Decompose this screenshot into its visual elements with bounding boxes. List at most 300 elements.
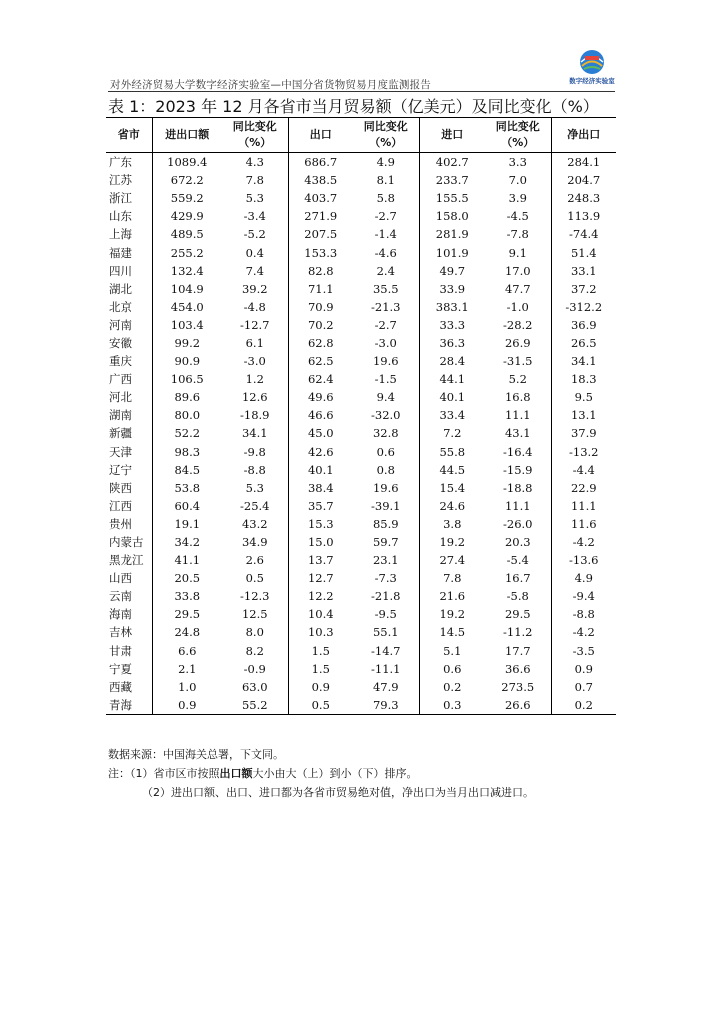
value-cell: 7.8 [222, 171, 288, 189]
value-cell: 35.7 [307, 498, 334, 513]
table-notes [108, 745, 534, 802]
value-cell: 23.1 [353, 551, 419, 569]
value-cell: 103.4 [170, 317, 204, 332]
value-cell: 21.6 [439, 589, 466, 604]
province-cell: 安徽 [106, 334, 152, 352]
value-cell: 12.5 [222, 605, 288, 623]
value-cell: 7.4 [222, 262, 288, 280]
value-cell: 16.7 [485, 569, 551, 587]
value-cell: -13.6 [569, 553, 599, 568]
province-cell: 湖南 [106, 406, 152, 424]
value-cell: -1.0 [485, 298, 551, 316]
value-cell: 70.9 [307, 299, 334, 314]
province-cell: 山东 [106, 207, 152, 225]
value-cell: 2.6 [222, 551, 288, 569]
value-cell: 6.6 [178, 643, 197, 658]
value-cell: 44.1 [439, 372, 466, 387]
value-cell: -3.5 [572, 643, 595, 658]
province-cell: 甘肃 [106, 642, 152, 660]
value-cell: 53.8 [174, 480, 201, 495]
value-cell: -4.8 [222, 298, 288, 316]
value-cell: -14.7 [353, 642, 419, 660]
value-cell: 132.4 [170, 263, 204, 278]
value-cell: 49.7 [439, 263, 466, 278]
value-cell: 34.1 [570, 354, 597, 369]
value-cell: 90.9 [174, 354, 201, 369]
value-cell: 1.2 [222, 370, 288, 388]
value-cell: 33.3 [439, 317, 466, 332]
province-cell: 青海 [106, 696, 152, 715]
value-cell: 70.2 [307, 317, 334, 332]
value-cell: 24.8 [174, 625, 201, 640]
value-cell: 37.9 [570, 426, 597, 441]
value-cell: 9.1 [485, 243, 551, 261]
value-cell: 0.3 [419, 696, 485, 715]
table-body [106, 153, 616, 715]
table-row [106, 153, 616, 172]
column-header [288, 118, 353, 153]
value-cell: 36.3 [439, 335, 466, 350]
value-cell: 559.2 [170, 191, 204, 206]
value-cell: 429.9 [170, 209, 204, 224]
value-cell: 4.3 [222, 153, 288, 172]
value-cell: 84.5 [174, 462, 201, 477]
province-cell: 新疆 [106, 424, 152, 442]
province-cell: 北京 [106, 298, 152, 316]
value-cell: 24.6 [439, 498, 466, 513]
column-header-label: 进口 [441, 128, 464, 141]
province-cell: 江苏 [106, 171, 152, 189]
value-cell: -21.3 [353, 298, 419, 316]
value-cell: 15.3 [307, 516, 334, 531]
value-cell: -3.0 [353, 334, 419, 352]
column-header-label: 进出口额 [165, 128, 210, 141]
value-cell: 8.2 [222, 642, 288, 660]
table-row [106, 225, 616, 243]
table-row [106, 515, 616, 533]
value-cell: 0.9 [152, 696, 222, 715]
value-cell: -39.1 [353, 497, 419, 515]
lab-logo [560, 48, 624, 88]
value-cell: 36.6 [485, 660, 551, 678]
table-row [106, 605, 616, 623]
value-cell: 22.9 [570, 480, 597, 495]
globe-logo-icon [576, 48, 608, 76]
province-cell: 西藏 [106, 678, 152, 696]
value-cell: 0.2 [551, 696, 616, 715]
column-header-label: 省市 [117, 128, 140, 141]
value-cell: 47.9 [353, 678, 419, 696]
value-cell: 5.3 [222, 479, 288, 497]
table-row [106, 171, 616, 189]
value-cell: -3.4 [222, 207, 288, 225]
table-row [106, 696, 616, 715]
province-cell: 陕西 [106, 479, 152, 497]
value-cell: 44.5 [439, 462, 466, 477]
value-cell: 62.4 [307, 372, 334, 387]
value-cell: 0.5 [288, 696, 353, 715]
value-cell: 11.1 [485, 497, 551, 515]
province-cell: 湖北 [106, 280, 152, 298]
value-cell: 12.2 [307, 589, 334, 604]
note-2: （2）进出口额、出口、进口都为各省市贸易绝对值，净出口为当月出口减进口。 [142, 786, 534, 799]
value-cell: 40.1 [307, 462, 334, 477]
value-cell: 233.7 [435, 173, 469, 188]
table-row [106, 207, 616, 225]
province-cell: 浙江 [106, 189, 152, 207]
value-cell: 204.7 [567, 173, 601, 188]
logo-text: 数字经济实验室 [569, 77, 615, 85]
note-1-prefix: 注：（1）省市区市按照 [108, 767, 220, 780]
value-cell: -8.8 [222, 461, 288, 479]
value-cell: 19.6 [353, 352, 419, 370]
value-cell: -18.8 [485, 479, 551, 497]
table-row [106, 424, 616, 442]
value-cell: 0.8 [353, 461, 419, 479]
value-cell: 1.5 [311, 661, 330, 676]
province-cell: 海南 [106, 605, 152, 623]
province-cell: 广西 [106, 370, 152, 388]
province-cell: 江西 [106, 497, 152, 515]
province-cell: 上海 [106, 225, 152, 243]
table-row [106, 587, 616, 605]
value-cell: 43.2 [222, 515, 288, 533]
province-cell: 宁夏 [106, 660, 152, 678]
value-cell: 29.5 [485, 605, 551, 623]
value-cell: -13.2 [569, 444, 599, 459]
value-cell: 14.5 [439, 625, 466, 640]
value-cell: -18.9 [222, 406, 288, 424]
value-cell: 63.0 [222, 678, 288, 696]
value-cell: -32.0 [353, 406, 419, 424]
value-cell: 20.5 [174, 571, 201, 586]
trade-table [106, 117, 616, 715]
value-cell: 45.0 [307, 426, 334, 441]
table-row [106, 533, 616, 551]
value-cell: -11.1 [353, 660, 419, 678]
table-row [106, 189, 616, 207]
value-cell: 51.4 [570, 245, 597, 260]
value-cell: 19.2 [439, 607, 466, 622]
value-cell: 104.9 [170, 281, 204, 296]
table-row [106, 334, 616, 352]
value-cell: 39.2 [222, 280, 288, 298]
value-cell: 9.5 [574, 390, 593, 405]
value-cell: 3.9 [485, 189, 551, 207]
province-cell: 贵州 [106, 515, 152, 533]
value-cell: 41.1 [174, 553, 201, 568]
value-cell: 686.7 [304, 155, 338, 170]
value-cell: 98.3 [174, 444, 201, 459]
value-cell: 5.1 [443, 643, 462, 658]
value-cell: 255.2 [170, 245, 204, 260]
value-cell: 273.5 [485, 678, 551, 696]
table-row [106, 551, 616, 569]
value-cell: 5.3 [222, 189, 288, 207]
value-cell: -9.5 [353, 605, 419, 623]
value-cell: 2.1 [178, 661, 197, 676]
value-cell: 12.6 [222, 388, 288, 406]
table-row [106, 406, 616, 424]
value-cell: 79.3 [353, 696, 419, 715]
value-cell: -8.8 [572, 607, 595, 622]
value-cell: 12.7 [307, 571, 334, 586]
value-cell: 158.0 [435, 209, 469, 224]
value-cell: 9.4 [353, 388, 419, 406]
province-cell: 河北 [106, 388, 152, 406]
value-cell: 38.4 [307, 480, 334, 495]
value-cell: -31.5 [485, 352, 551, 370]
value-cell: 42.6 [307, 444, 334, 459]
table-row [106, 262, 616, 280]
value-cell: 17.0 [485, 262, 551, 280]
value-cell: 43.1 [485, 424, 551, 442]
value-cell: 49.6 [307, 390, 334, 405]
value-cell: -25.4 [222, 497, 288, 515]
value-cell: 16.8 [485, 388, 551, 406]
value-cell: 11.1 [485, 406, 551, 424]
value-cell: -312.2 [565, 299, 603, 314]
value-cell: 35.5 [353, 280, 419, 298]
value-cell: 11.1 [570, 498, 597, 513]
value-cell: 672.2 [170, 173, 204, 188]
value-cell: 20.3 [485, 533, 551, 551]
value-cell: 34.9 [222, 533, 288, 551]
value-cell: 26.6 [485, 696, 551, 715]
value-cell: 13.1 [570, 408, 597, 423]
column-header-unit: （%） [238, 136, 272, 149]
value-cell: 4.9 [574, 571, 593, 586]
value-cell: -4.2 [572, 535, 595, 550]
value-cell: 18.3 [570, 372, 597, 387]
value-cell: 6.1 [222, 334, 288, 352]
value-cell: -2.7 [353, 207, 419, 225]
value-cell: -16.4 [485, 443, 551, 461]
value-cell: 27.4 [439, 553, 466, 568]
province-cell: 四川 [106, 262, 152, 280]
table-row [106, 678, 616, 696]
value-cell: 2.4 [353, 262, 419, 280]
value-cell: 15.4 [439, 480, 466, 495]
province-cell: 吉林 [106, 623, 152, 641]
value-cell: 7.2 [443, 426, 462, 441]
column-header [419, 118, 485, 153]
column-header-label: 同比变化 [363, 120, 408, 133]
value-cell: 438.5 [304, 173, 338, 188]
table-title: 表 1：2023 年 12 月各省市当月贸易额（亿美元）及同比变化（%） [108, 97, 599, 116]
value-cell: 0.6 [353, 443, 419, 461]
value-cell: -5.4 [485, 551, 551, 569]
value-cell: -15.9 [485, 461, 551, 479]
value-cell: 7.8 [443, 571, 462, 586]
value-cell: 113.9 [567, 209, 601, 224]
table-row [106, 298, 616, 316]
value-cell: 271.9 [304, 209, 338, 224]
value-cell: 153.3 [304, 245, 338, 260]
value-cell: 46.6 [307, 408, 334, 423]
value-cell: -26.0 [485, 515, 551, 533]
value-cell: 383.1 [435, 299, 469, 314]
value-cell: 8.1 [353, 171, 419, 189]
value-cell: 26.9 [485, 334, 551, 352]
column-header [551, 118, 616, 153]
value-cell: 3.8 [443, 516, 462, 531]
value-cell: 5.8 [353, 189, 419, 207]
value-cell: 403.7 [304, 191, 338, 206]
value-cell: 281.9 [435, 227, 469, 242]
value-cell: 62.5 [307, 354, 334, 369]
value-cell: 207.5 [304, 227, 338, 242]
value-cell: 33.1 [570, 263, 597, 278]
column-header-label: 同比变化 [232, 120, 277, 133]
province-cell: 山西 [106, 569, 152, 587]
value-cell: 5.2 [485, 370, 551, 388]
value-cell: 7.0 [485, 171, 551, 189]
province-cell: 福建 [106, 243, 152, 261]
value-cell: 1.5 [311, 643, 330, 658]
value-cell: -2.7 [353, 316, 419, 334]
column-header [106, 118, 152, 153]
value-cell: -4.5 [485, 207, 551, 225]
value-cell: -9.4 [572, 589, 595, 604]
value-cell: 0.4 [222, 243, 288, 261]
column-header-label: 净出口 [567, 128, 601, 141]
value-cell: -74.4 [569, 227, 599, 242]
value-cell: 26.5 [570, 335, 597, 350]
value-cell: 36.9 [570, 317, 597, 332]
value-cell: 454.0 [170, 299, 204, 314]
value-cell: 59.7 [353, 533, 419, 551]
value-cell: 55.8 [439, 444, 466, 459]
table-row [106, 461, 616, 479]
value-cell: 284.1 [567, 155, 601, 170]
table-row [106, 280, 616, 298]
table-row [106, 479, 616, 497]
value-cell: 99.2 [174, 335, 201, 350]
table-row [106, 642, 616, 660]
value-cell: -21.8 [353, 587, 419, 605]
province-cell: 云南 [106, 587, 152, 605]
table-row [106, 388, 616, 406]
column-header-unit: （%） [501, 136, 535, 149]
value-cell: 55.2 [222, 696, 288, 715]
value-cell: 34.1 [222, 424, 288, 442]
source-note: 数据来源：中国海关总署，下文同。 [108, 748, 284, 761]
value-cell: 3.3 [485, 153, 551, 172]
value-cell: 80.0 [174, 408, 201, 423]
value-cell: 71.1 [307, 281, 334, 296]
value-cell: 11.6 [570, 516, 597, 531]
column-header-unit: （%） [369, 136, 403, 149]
value-cell: 1089.4 [167, 155, 208, 170]
value-cell: 17.7 [485, 642, 551, 660]
value-cell: 40.1 [439, 390, 466, 405]
value-cell: 32.8 [353, 424, 419, 442]
value-cell: 33.8 [174, 589, 201, 604]
value-cell: -7.3 [353, 569, 419, 587]
note-1 [108, 764, 534, 783]
value-cell: 4.9 [353, 153, 419, 172]
value-cell: -5.2 [222, 225, 288, 243]
value-cell: 82.8 [307, 263, 334, 278]
value-cell: 8.0 [222, 623, 288, 641]
value-cell: 106.5 [170, 372, 204, 387]
value-cell: -28.2 [485, 316, 551, 334]
value-cell: 248.3 [567, 191, 601, 206]
value-cell: 19.2 [439, 535, 466, 550]
value-cell: -9.8 [222, 443, 288, 461]
value-cell: 55.1 [353, 623, 419, 641]
province-cell: 天津 [106, 443, 152, 461]
value-cell: -1.5 [353, 370, 419, 388]
value-cell: 0.9 [311, 679, 330, 694]
column-header-label: 出口 [309, 128, 332, 141]
value-cell: -11.2 [485, 623, 551, 641]
value-cell: 28.4 [439, 354, 466, 369]
value-cell: -5.8 [485, 587, 551, 605]
value-cell: -1.4 [353, 225, 419, 243]
table-row [106, 497, 616, 515]
value-cell: 89.6 [174, 390, 201, 405]
table-row [106, 243, 616, 261]
value-cell: 60.4 [174, 498, 201, 513]
table-row [106, 316, 616, 334]
province-cell: 黑龙江 [106, 551, 152, 569]
note-1-bold: 出口额 [219, 767, 253, 780]
value-cell: -7.8 [485, 225, 551, 243]
value-cell: 0.2 [443, 679, 462, 694]
value-cell: -3.0 [222, 352, 288, 370]
value-cell: 10.3 [307, 625, 334, 640]
value-cell: 0.5 [222, 569, 288, 587]
table-header-row [106, 118, 616, 153]
value-cell: 29.5 [174, 607, 201, 622]
running-header: 对外经济贸易大学数字经济实验室—中国分省货物贸易月度监测报告 [110, 79, 431, 91]
table-row [106, 370, 616, 388]
column-header [485, 118, 551, 153]
value-cell: 0.9 [574, 661, 593, 676]
value-cell: 13.7 [307, 553, 334, 568]
column-header [152, 118, 222, 153]
value-cell: -4.2 [572, 625, 595, 640]
value-cell: -0.9 [222, 660, 288, 678]
header-divider [108, 91, 615, 92]
column-header [222, 118, 288, 153]
table-row [106, 623, 616, 641]
value-cell: 489.5 [170, 227, 204, 242]
value-cell: 85.9 [353, 515, 419, 533]
value-cell: -12.3 [222, 587, 288, 605]
value-cell: 10.4 [307, 607, 334, 622]
value-cell: 0.6 [443, 661, 462, 676]
province-cell: 河南 [106, 316, 152, 334]
table-row [106, 660, 616, 678]
value-cell: 15.0 [307, 535, 334, 550]
note-1-suffix: 大小由大（上）到小（下）排序。 [252, 767, 418, 780]
value-cell: 19.6 [353, 479, 419, 497]
value-cell: -12.7 [222, 316, 288, 334]
value-cell: 62.8 [307, 335, 334, 350]
province-cell: 辽宁 [106, 461, 152, 479]
value-cell: 0.7 [574, 679, 593, 694]
value-cell: 1.0 [178, 679, 197, 694]
province-cell: 内蒙古 [106, 533, 152, 551]
value-cell: 155.5 [435, 191, 469, 206]
value-cell: 19.1 [174, 516, 201, 531]
value-cell: 402.7 [435, 155, 469, 170]
column-header [353, 118, 419, 153]
province-cell: 广东 [106, 153, 152, 172]
